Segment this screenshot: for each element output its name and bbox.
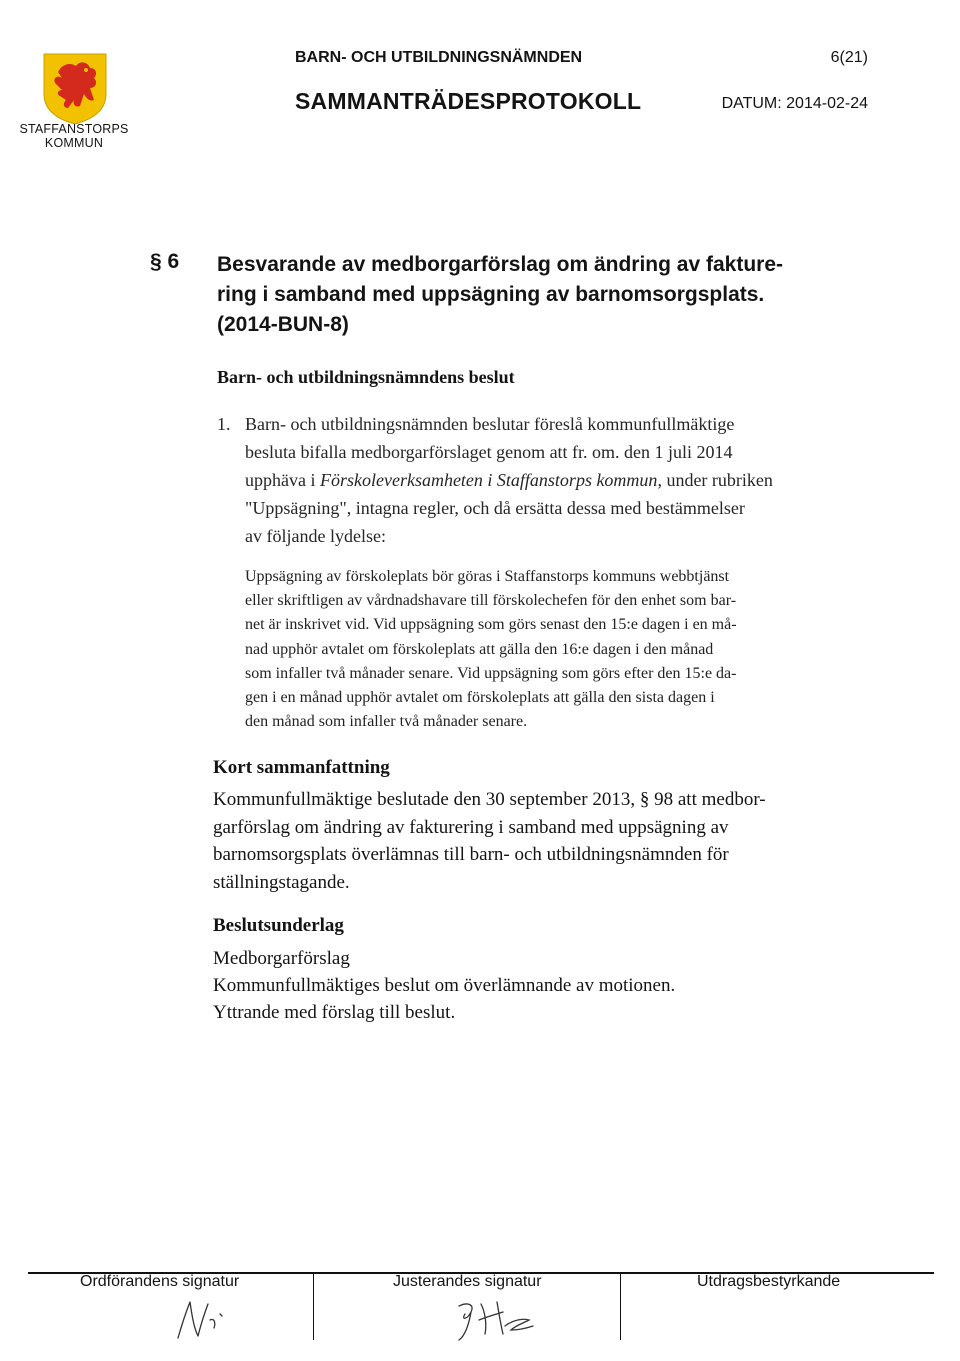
proposed-wording-quote [245,565,870,734]
basis-item: Yttrande med förslag till beslut. [213,1002,456,1023]
decision-item-italic-title: Förskoleverksamheten i Staffanstorps kommun [319,470,658,490]
decision-item-line: av följande lydelse: [245,526,386,546]
committee-name: BARN- OCH UTBILDNINGSNÄMNDEN [295,49,583,66]
section-heading [217,250,857,340]
decision-item-line: "Uppsägning", intagna regler, och då ersätta dessa med bestämmelser [245,498,745,518]
quote-line: gen i en månad upphör avtalet om förskoleplats att gälla den sista dagen i [245,689,715,707]
basis-item: Kommunfullmäktiges beslut om överlämnande av motionen. [213,975,676,996]
quote-line: net är inskrivet vid. Vid uppsägning som görs senast den 15:e dagen i en må- [245,616,737,634]
section-heading-line: Besvarande av medborgarförslag om ändring av fakture- [217,253,784,276]
section-heading-line: (2014-BUN-8) [217,313,349,336]
footer-column-divider [313,1272,314,1340]
extract-certification-label: Utdragsbestyrkande [697,1273,841,1290]
quote-line: nad upphör avtalet om förskoleplats att gälla den 16:e dagen i den månad [245,640,714,658]
municipality-coat-of-arms-logo [40,50,110,126]
basis-title: Beslutsunderlag [213,915,344,936]
municipality-name-line2: KOMMUN [44,136,104,150]
decision-item-text-segment: , under rubriken [657,470,773,490]
summary-line: Kommunfullmäktige beslutade den 30 september 2013, § 98 att medbor- [213,789,766,810]
chair-handwritten-signature [168,1290,248,1345]
decision-item-line: Barn- och utbildningsnämnden beslutar föreslå kommunfullmäktige [245,414,735,434]
page-number: 6(21) [830,49,868,66]
section-symbol: § 6 [150,250,180,273]
summary-line: barnomsorgsplats överlämnas till barn- och utbildningsnämnden för [213,844,729,865]
quote-line: som infaller två månader senare. Vid uppsägning som görs efter den 15:e da- [245,664,737,682]
summary-line: garförslag om ändring av fakturering i samband med uppsägning av [213,816,729,838]
basis-list [213,945,675,1026]
summary-line: ställningstagande. [213,871,350,893]
basis-item: Medborgarförslag [213,948,350,969]
chair-signature-label: Ordförandens signatur [80,1273,240,1290]
decision-item-number: 1. [217,414,231,434]
decision-title: Barn- och utbildningsnämndens beslut [217,367,515,387]
document-date: DATUM: 2014-02-24 [721,95,868,112]
decision-item-text-segment: upphäva i [245,470,320,490]
document-title: SAMMANTRÄDESPROTOKOLL [295,88,642,114]
quote-line: den månad som infaller två månader senare. [245,713,528,731]
quote-line: Uppsägning av förskoleplats bör göras i Staffanstorps kommuns webbtjänst [245,568,730,585]
adjuster-handwritten-signature [445,1290,555,1345]
municipality-name [18,122,130,150]
adjuster-signature-label: Justerandes signatur [393,1273,542,1290]
quote-line: eller skriftligen av vårdnadshavare till förskolechefen för den enhet som bar- [245,592,737,610]
summary-title: Kort sammanfattning [213,757,390,778]
municipality-name-line1: STAFFANSTORPS [19,122,129,136]
decision-item-line: besluta bifalla medborgarförslaget genom att fr. om. den 1 juli 2014 [245,442,733,462]
decision-item-text [245,410,885,550]
summary-text [213,786,766,896]
section-heading-line: ring i samband med uppsägning av barnomsorgsplats. [217,283,765,306]
decision-item-line [245,466,885,494]
footer-column-divider [620,1272,621,1340]
